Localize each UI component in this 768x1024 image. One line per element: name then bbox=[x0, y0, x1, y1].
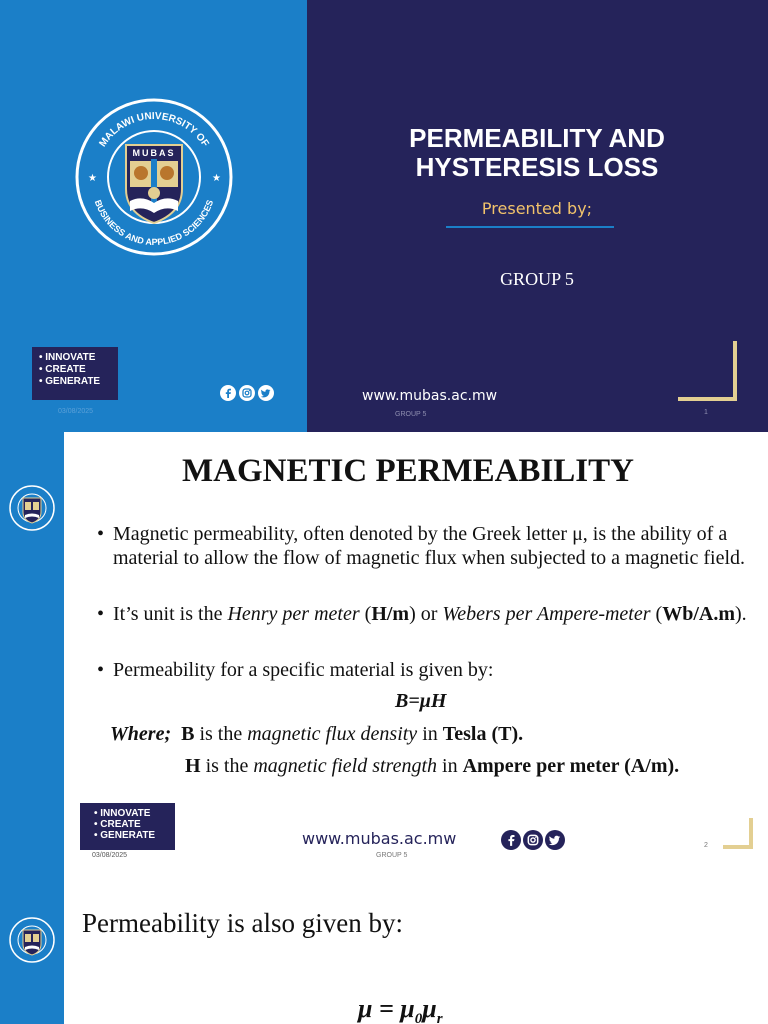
social-icons bbox=[220, 385, 274, 401]
mubas-logo-small bbox=[8, 484, 56, 532]
mubas-logo-small bbox=[8, 916, 56, 964]
tagline-create: • CREATE bbox=[39, 364, 86, 375]
presented-by: Presented by; bbox=[481, 199, 593, 218]
website-link[interactable]: www.mubas.ac.mw bbox=[362, 388, 498, 404]
slide-footer: GROUP 5 bbox=[395, 411, 427, 418]
twitter-icon[interactable] bbox=[258, 385, 274, 401]
content-slide bbox=[0, 432, 768, 864]
svg-text:MALAWI UNIVERSITY OF: MALAWI UNIVERSITY OF bbox=[97, 110, 211, 150]
tagline-innovate: • INNOVATE bbox=[39, 352, 96, 363]
bullet-units: It’s unit is the Henry per meter (H/m) or Webers per Ampere-meter (Wb/A.m). bbox=[113, 603, 747, 625]
slide-number: 1 bbox=[704, 409, 708, 416]
tagline-create: • CREATE bbox=[94, 819, 141, 830]
svg-text:★: ★ bbox=[212, 173, 221, 184]
social-icons bbox=[501, 830, 565, 850]
svg-text:BUSINESS AND APPLIED SCIENCES: BUSINESS AND APPLIED SCIENCES bbox=[92, 198, 216, 248]
slide-number: 2 bbox=[704, 842, 708, 849]
slide-footer: GROUP 5 bbox=[376, 852, 408, 859]
group-name: GROUP 5 bbox=[500, 269, 574, 289]
corner-accent bbox=[723, 818, 753, 849]
facebook-icon[interactable] bbox=[501, 830, 521, 850]
unit-hm: H/m bbox=[371, 603, 410, 625]
formula: $\mu = \mu_0\mu_r$ bbox=[358, 994, 443, 1024]
slide-date: 03/08/2025 bbox=[92, 852, 128, 859]
mubas-logo bbox=[74, 97, 234, 257]
tagline-badge bbox=[80, 803, 175, 850]
bullet-text: Magnetic permeability, often denoted by the Greek letter μ, is the ability of a material to allow the flow of magnetic flux when subjected to a magnetic field. bbox=[113, 523, 746, 569]
bullet-marker: • bbox=[97, 659, 105, 681]
twitter-icon[interactable] bbox=[545, 830, 565, 850]
unit-henry: Henry per meter bbox=[227, 603, 360, 625]
unit-wb: Wb/A.m bbox=[662, 603, 735, 625]
tagline-badge bbox=[32, 347, 118, 400]
svg-text:★: ★ bbox=[88, 173, 97, 184]
unit-webers: Webers per Ampere-meter bbox=[442, 603, 651, 625]
corner-accent bbox=[678, 341, 737, 401]
formula: B=μH bbox=[395, 690, 447, 712]
bullet-marker: • bbox=[97, 523, 105, 545]
content-slide-partial bbox=[0, 864, 768, 1024]
where-line: Where; B is the magnetic flux density in Tesla (T). bbox=[110, 723, 524, 745]
divider-line bbox=[446, 226, 614, 228]
tagline-innovate: • INNOVATE bbox=[94, 808, 151, 819]
slide-date: 03/08/2025 bbox=[58, 408, 94, 415]
tagline-generate: • GENERATE bbox=[39, 376, 101, 387]
slide-text: Permeability is also given by: bbox=[82, 908, 403, 938]
slide-title: PERMEABILITY AND HYSTERESIS LOSS bbox=[409, 123, 665, 182]
svg-text:MUBAS: MUBAS bbox=[132, 148, 176, 158]
slide-title: MAGNETIC PERMEABILITY bbox=[182, 453, 634, 489]
h-definition-line: H is the magnetic field strength in Ampere per meter (A/m). bbox=[185, 755, 680, 777]
instagram-icon[interactable] bbox=[239, 385, 255, 401]
website-link[interactable]: www.mubas.ac.mw bbox=[302, 829, 457, 848]
instagram-icon[interactable] bbox=[523, 830, 543, 850]
tagline-generate: • GENERATE bbox=[94, 830, 156, 841]
title-slide bbox=[0, 0, 768, 432]
bullet-text: Permeability for a specific material is given by: bbox=[113, 659, 494, 681]
facebook-icon[interactable] bbox=[220, 385, 236, 401]
bullet-marker: • bbox=[97, 603, 105, 625]
